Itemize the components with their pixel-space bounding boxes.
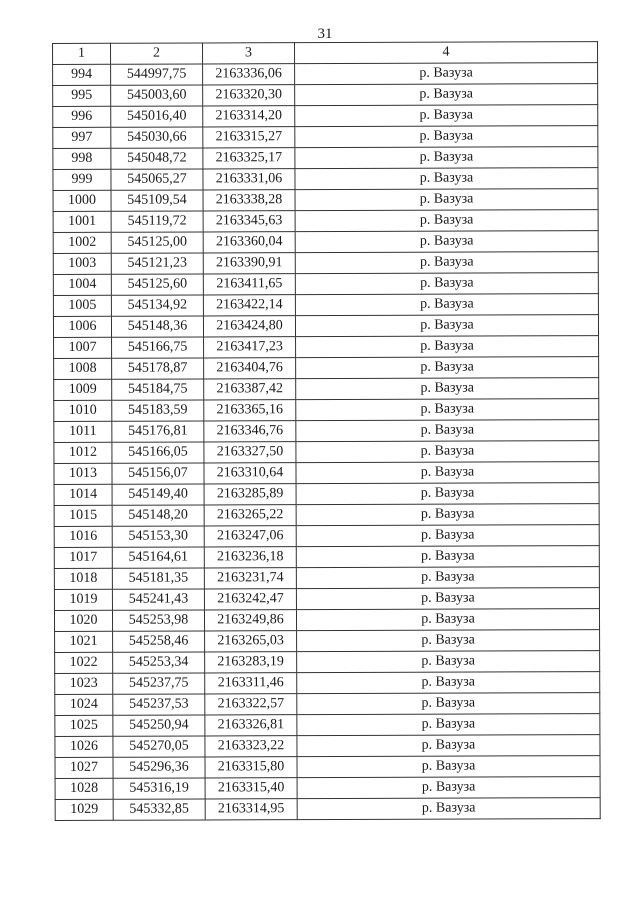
- description-cell: р. Вазуза: [295, 315, 598, 337]
- x-coordinate-cell: 545316,19: [113, 778, 205, 799]
- point-number-cell: 1019: [54, 589, 112, 610]
- x-coordinate-cell: 545253,98: [112, 610, 204, 631]
- description-cell: р. Вазуза: [295, 210, 598, 232]
- table-row: [54, 483, 599, 506]
- point-number-cell: 996: [53, 106, 111, 127]
- x-coordinate-cell: 545148,20: [112, 505, 204, 526]
- point-number-cell: 998: [53, 148, 111, 169]
- description-cell: р. Вазуза: [296, 462, 599, 484]
- description-cell: р. Вазуза: [295, 63, 598, 85]
- table-row: [54, 441, 599, 464]
- point-number-cell: 1022: [55, 652, 113, 673]
- description-cell: р. Вазуза: [296, 336, 599, 358]
- point-number-cell: 1005: [53, 295, 111, 316]
- table-row: [55, 672, 600, 695]
- table-row: [54, 546, 599, 569]
- table-row: [53, 210, 598, 233]
- y-coordinate-cell: 2163236,18: [204, 547, 296, 568]
- x-coordinate-cell: 545178,87: [112, 358, 204, 379]
- x-coordinate-cell: 545134,92: [111, 295, 203, 316]
- x-coordinate-cell: 545332,85: [113, 799, 205, 820]
- table-row: [54, 378, 599, 401]
- x-coordinate-cell: 545148,36: [111, 316, 203, 337]
- point-number-cell: 1006: [53, 316, 111, 337]
- table-row: [53, 315, 598, 338]
- point-number-cell: 1026: [55, 736, 113, 757]
- x-coordinate-cell: 545253,34: [113, 652, 205, 673]
- table-row: [54, 525, 599, 548]
- description-cell: р. Вазуза: [296, 378, 599, 400]
- table-row: [53, 147, 598, 170]
- description-cell: р. Вазуза: [296, 546, 599, 568]
- table-row: [55, 756, 600, 779]
- y-coordinate-cell: 2163326,81: [205, 715, 297, 736]
- description-cell: р. Вазуза: [295, 294, 598, 316]
- description-cell: р. Вазуза: [297, 714, 600, 736]
- x-coordinate-cell: 545030,66: [111, 127, 203, 148]
- y-coordinate-cell: 2163265,22: [204, 505, 296, 526]
- table-row: [54, 420, 599, 443]
- table-row: [53, 252, 598, 275]
- x-coordinate-cell: 545125,00: [111, 232, 203, 253]
- x-coordinate-cell: 545164,61: [112, 547, 204, 568]
- y-coordinate-cell: 2163346,76: [204, 421, 296, 442]
- y-coordinate-cell: 2163345,63: [203, 211, 295, 232]
- table-row: [53, 168, 598, 191]
- y-coordinate-cell: 2163315,27: [203, 127, 295, 148]
- point-number-cell: 1001: [53, 211, 111, 232]
- description-cell: р. Вазуза: [295, 168, 598, 190]
- point-number-cell: 1000: [53, 190, 111, 211]
- y-coordinate-cell: 2163365,16: [204, 400, 296, 421]
- y-coordinate-cell: 2163411,65: [203, 274, 295, 295]
- y-coordinate-cell: 2163265,03: [205, 631, 297, 652]
- x-coordinate-cell: 545016,40: [111, 106, 203, 127]
- point-number-cell: 1013: [54, 463, 112, 484]
- x-coordinate-cell: 544997,75: [111, 64, 203, 85]
- description-cell: р. Вазуза: [296, 588, 599, 610]
- table-row: [53, 294, 598, 317]
- x-coordinate-cell: 545250,94: [113, 715, 205, 736]
- description-cell: р. Вазуза: [297, 798, 600, 820]
- point-number-cell: 1011: [54, 421, 112, 442]
- point-number-cell: 1009: [54, 379, 112, 400]
- point-number-cell: 1012: [54, 442, 112, 463]
- description-cell: р. Вазуза: [295, 147, 598, 169]
- point-number-cell: 1003: [53, 253, 111, 274]
- description-cell: р. Вазуза: [295, 84, 598, 106]
- description-cell: р. Вазуза: [297, 777, 600, 799]
- point-number-cell: 1027: [55, 757, 113, 778]
- description-cell: р. Вазуза: [296, 483, 599, 505]
- y-coordinate-cell: 2163404,76: [204, 358, 296, 379]
- table-row: [55, 798, 600, 821]
- y-coordinate-cell: 2163320,30: [203, 85, 295, 106]
- table-row: [54, 462, 599, 485]
- x-coordinate-cell: 545065,27: [111, 169, 203, 190]
- y-coordinate-cell: 2163231,74: [204, 568, 296, 589]
- table-row: [53, 273, 598, 296]
- point-number-cell: 1023: [55, 673, 113, 694]
- column-header-number: 1: [53, 43, 111, 64]
- y-coordinate-cell: 2163315,40: [205, 778, 297, 799]
- table-row: [54, 399, 599, 422]
- x-coordinate-cell: 545119,72: [111, 211, 203, 232]
- x-coordinate-cell: 545156,07: [112, 463, 204, 484]
- y-coordinate-cell: 2163323,22: [205, 736, 297, 757]
- description-cell: р. Вазуза: [295, 126, 598, 148]
- y-coordinate-cell: 2163325,17: [203, 148, 295, 169]
- table-row: [53, 84, 598, 107]
- y-coordinate-cell: 2163327,50: [204, 442, 296, 463]
- table-header-row: [53, 42, 598, 65]
- x-coordinate-cell: 545270,05: [113, 736, 205, 757]
- table-row: [53, 126, 598, 149]
- y-coordinate-cell: 2163242,47: [204, 589, 296, 610]
- x-coordinate-cell: 545149,40: [112, 484, 204, 505]
- table-row: [53, 231, 598, 254]
- y-coordinate-cell: 2163311,46: [205, 673, 297, 694]
- y-coordinate-cell: 2163360,04: [203, 232, 295, 253]
- point-number-cell: 1002: [53, 232, 111, 253]
- point-number-cell: 1025: [55, 715, 113, 736]
- x-coordinate-cell: 545183,59: [112, 400, 204, 421]
- description-cell: р. Вазуза: [297, 693, 600, 715]
- x-coordinate-cell: 545296,36: [113, 757, 205, 778]
- y-coordinate-cell: 2163322,57: [205, 694, 297, 715]
- table-row: [54, 609, 599, 632]
- description-cell: р. Вазуза: [296, 567, 599, 589]
- table-row: [55, 714, 600, 737]
- point-number-cell: 1018: [54, 568, 112, 589]
- x-coordinate-cell: 545181,35: [112, 568, 204, 589]
- y-coordinate-cell: 2163314,20: [203, 106, 295, 127]
- table-body: [53, 42, 601, 821]
- table-row: [54, 567, 599, 590]
- x-coordinate-cell: 545241,43: [112, 589, 204, 610]
- description-cell: р. Вазуза: [297, 651, 600, 673]
- y-coordinate-cell: 2163247,06: [204, 526, 296, 547]
- y-coordinate-cell: 2163338,28: [203, 190, 295, 211]
- x-coordinate-cell: 545184,75: [112, 379, 204, 400]
- x-coordinate-cell: 545237,53: [113, 694, 205, 715]
- description-cell: р. Вазуза: [295, 105, 598, 127]
- y-coordinate-cell: 2163387,42: [204, 379, 296, 400]
- point-number-cell: 1014: [54, 484, 112, 505]
- y-coordinate-cell: 2163314,95: [205, 799, 297, 820]
- y-coordinate-cell: 2163422,14: [203, 295, 295, 316]
- description-cell: р. Вазуза: [297, 735, 600, 757]
- y-coordinate-cell: 2163336,06: [203, 64, 295, 85]
- table-row: [55, 693, 600, 716]
- description-cell: р. Вазуза: [296, 609, 599, 631]
- x-coordinate-cell: 545176,81: [112, 421, 204, 442]
- point-number-cell: 995: [53, 85, 111, 106]
- x-coordinate-cell: 545048,72: [111, 148, 203, 169]
- point-number-cell: 1008: [54, 358, 112, 379]
- table-row: [53, 63, 598, 86]
- column-header-y: 3: [203, 43, 295, 64]
- description-cell: р. Вазуза: [295, 231, 598, 253]
- y-coordinate-cell: 2163285,89: [204, 484, 296, 505]
- point-number-cell: 1004: [53, 274, 111, 295]
- table-row: [55, 777, 600, 800]
- point-number-cell: 1020: [54, 610, 112, 631]
- y-coordinate-cell: 2163310,64: [204, 463, 296, 484]
- x-coordinate-cell: 545125,60: [111, 274, 203, 295]
- y-coordinate-cell: 2163390,91: [203, 253, 295, 274]
- x-coordinate-cell: 545237,75: [113, 673, 205, 694]
- description-cell: р. Вазуза: [295, 252, 598, 274]
- table-row: [54, 336, 599, 359]
- x-coordinate-cell: 545166,05: [112, 442, 204, 463]
- x-coordinate-cell: 545166,75: [112, 337, 204, 358]
- y-coordinate-cell: 2163283,19: [205, 652, 297, 673]
- point-number-cell: 1010: [54, 400, 112, 421]
- y-coordinate-cell: 2163249,86: [204, 610, 296, 631]
- description-cell: р. Вазуза: [296, 420, 599, 442]
- table-row: [54, 504, 599, 527]
- x-coordinate-cell: 545121,23: [111, 253, 203, 274]
- point-number-cell: 1007: [54, 337, 112, 358]
- description-cell: р. Вазуза: [296, 525, 599, 547]
- y-coordinate-cell: 2163424,80: [203, 316, 295, 337]
- table-row: [55, 630, 600, 653]
- x-coordinate-cell: 545153,30: [112, 526, 204, 547]
- point-number-cell: 1016: [54, 526, 112, 547]
- table-row: [53, 105, 598, 128]
- description-cell: р. Вазуза: [296, 357, 599, 379]
- page-number: 31: [317, 26, 333, 42]
- point-number-cell: 1028: [55, 778, 113, 799]
- coordinates-table: [52, 41, 601, 821]
- table-row: [54, 588, 599, 611]
- description-cell: р. Вазуза: [297, 630, 600, 652]
- point-number-cell: 1021: [55, 631, 113, 652]
- description-cell: р. Вазуза: [296, 504, 599, 526]
- table-row: [54, 357, 599, 380]
- x-coordinate-cell: 545258,46: [113, 631, 205, 652]
- point-number-cell: 1024: [55, 694, 113, 715]
- point-number-cell: 999: [53, 169, 111, 190]
- table-row: [55, 651, 600, 674]
- description-cell: р. Вазуза: [297, 672, 600, 694]
- point-number-cell: 1017: [54, 547, 112, 568]
- point-number-cell: 997: [53, 127, 111, 148]
- description-cell: р. Вазуза: [295, 273, 598, 295]
- y-coordinate-cell: 2163417,23: [204, 337, 296, 358]
- point-number-cell: 994: [53, 64, 111, 85]
- table-row: [55, 735, 600, 758]
- x-coordinate-cell: 545109,54: [111, 190, 203, 211]
- description-cell: р. Вазуза: [296, 399, 599, 421]
- column-header-x: 2: [111, 43, 203, 64]
- description-cell: р. Вазуза: [295, 189, 598, 211]
- table-row: [53, 189, 598, 212]
- point-number-cell: 1029: [55, 799, 113, 820]
- point-number-cell: 1015: [54, 505, 112, 526]
- description-cell: р. Вазуза: [296, 441, 599, 463]
- y-coordinate-cell: 2163331,06: [203, 169, 295, 190]
- column-header-description: 4: [295, 42, 598, 64]
- x-coordinate-cell: 545003,60: [111, 85, 203, 106]
- description-cell: р. Вазуза: [297, 756, 600, 778]
- y-coordinate-cell: 2163315,80: [205, 757, 297, 778]
